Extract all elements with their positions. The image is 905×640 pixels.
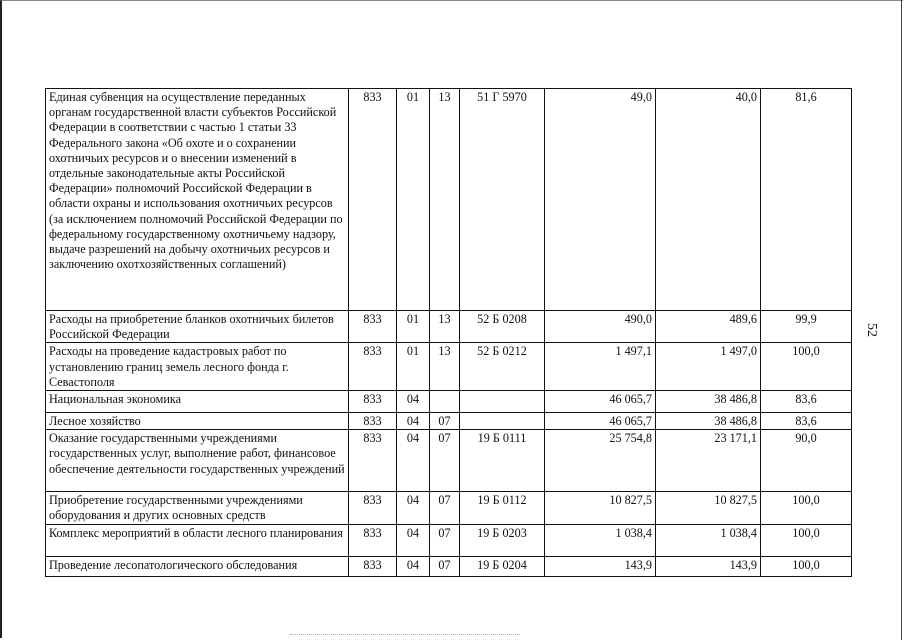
- row-pr: 13: [430, 89, 460, 311]
- row-name: Национальная экономика: [46, 391, 349, 413]
- row-ved: 833: [349, 311, 397, 343]
- table-row: [46, 311, 852, 343]
- table-row: [46, 492, 852, 524]
- row-name: Проведение лесопатологического обследования: [46, 556, 349, 576]
- row-pct: 100,0: [761, 524, 852, 556]
- row-plan: 49,0: [545, 89, 656, 311]
- row-rz: 01: [397, 89, 430, 311]
- row-csr: [460, 391, 545, 413]
- row-pct: 81,6: [761, 89, 852, 311]
- row-name: Комплекс мероприятий в области лесного планирования: [46, 524, 349, 556]
- row-fact: 38 486,8: [656, 391, 761, 413]
- row-rz: 04: [397, 524, 430, 556]
- row-pct: 99,9: [761, 311, 852, 343]
- row-csr: 19 Б 0204: [460, 556, 545, 576]
- row-name: Оказание государственными учреждениями государственных услуг, выполнение работ, финансовое обеспечение деятельности государственных учреждений: [46, 430, 349, 492]
- table-row: [46, 430, 852, 492]
- row-pct: 83,6: [761, 413, 852, 430]
- row-pct: 83,6: [761, 391, 852, 413]
- row-pr: 07: [430, 524, 460, 556]
- row-fact: 1 497,0: [656, 343, 761, 391]
- row-ved: 833: [349, 430, 397, 492]
- row-rz: 01: [397, 311, 430, 343]
- row-plan: 1 038,4: [545, 524, 656, 556]
- row-csr: 19 Б 0203: [460, 524, 545, 556]
- table-row: [46, 524, 852, 556]
- budget-table: [45, 88, 852, 577]
- row-fact: 10 827,5: [656, 492, 761, 524]
- row-plan: 25 754,8: [545, 430, 656, 492]
- row-csr: 19 Б 0111: [460, 430, 545, 492]
- row-rz: 04: [397, 430, 430, 492]
- row-plan: 46 065,7: [545, 391, 656, 413]
- row-csr: 51 Г 5970: [460, 89, 545, 311]
- row-name: Расходы на проведение кадастровых работ по установлению границ земель лесного фонда г. Севастополя: [46, 343, 349, 391]
- row-rz: 04: [397, 391, 430, 413]
- row-pr: 13: [430, 343, 460, 391]
- row-rz: 04: [397, 413, 430, 430]
- row-pr: 07: [430, 430, 460, 492]
- row-plan: 10 827,5: [545, 492, 656, 524]
- row-plan: 143,9: [545, 556, 656, 576]
- table-row: [46, 413, 852, 430]
- row-pct: 100,0: [761, 556, 852, 576]
- row-ved: 833: [349, 343, 397, 391]
- row-pct: 90,0: [761, 430, 852, 492]
- row-pr: 07: [430, 492, 460, 524]
- row-pr: [430, 391, 460, 413]
- row-pr: 07: [430, 413, 460, 430]
- table-row: [46, 556, 852, 576]
- row-pr: 07: [430, 556, 460, 576]
- row-csr: 52 Б 0212: [460, 343, 545, 391]
- row-plan: 490,0: [545, 311, 656, 343]
- row-pct: 100,0: [761, 492, 852, 524]
- row-csr: [460, 413, 545, 430]
- row-ved: 833: [349, 89, 397, 311]
- row-name: Единая субвенция на осуществление переданных органам государственной власти субъектов Российской Федерации в соответствии с частью 1 статьи 33 Федерального закона «Об охоте и о сохранении охотничьих ресурсов и о внесении изменений в отдельные законодательные акты Российской Федерации» полномочий Российской Федерации в области охраны и использования охотничьих ресурсов (за исключением полномочий Российской Федерации по федеральному государственному охотничьему надзору, выдаче разрешений на добычу охотничьих ресурсов и заключению охотхозяйственных соглашений): [46, 89, 349, 311]
- table-row: [46, 89, 852, 311]
- row-ved: 833: [349, 391, 397, 413]
- row-fact: 143,9: [656, 556, 761, 576]
- table-row: [46, 391, 852, 413]
- row-ved: 833: [349, 556, 397, 576]
- row-csr: 19 Б 0112: [460, 492, 545, 524]
- scan-artifact: [290, 634, 520, 637]
- row-name: Приобретение государственными учреждениями оборудования и других основных средств: [46, 492, 349, 524]
- row-ved: 833: [349, 524, 397, 556]
- row-pct: 100,0: [761, 343, 852, 391]
- page-edge: [901, 0, 902, 640]
- row-pr: 13: [430, 311, 460, 343]
- row-fact: 23 171,1: [656, 430, 761, 492]
- row-rz: 01: [397, 343, 430, 391]
- row-plan: 1 497,1: [545, 343, 656, 391]
- row-plan: 46 065,7: [545, 413, 656, 430]
- row-ved: 833: [349, 413, 397, 430]
- row-fact: 40,0: [656, 89, 761, 311]
- row-csr: 52 Б 0208: [460, 311, 545, 343]
- table-row: [46, 343, 852, 391]
- row-name: Расходы на приобретение бланков охотничьих билетов Российской Федерации: [46, 311, 349, 343]
- row-fact: 1 038,4: [656, 524, 761, 556]
- row-rz: 04: [397, 492, 430, 524]
- row-rz: 04: [397, 556, 430, 576]
- row-name: Лесное хозяйство: [46, 413, 349, 430]
- row-fact: 489,6: [656, 311, 761, 343]
- page-number: 52: [864, 323, 879, 337]
- row-ved: 833: [349, 492, 397, 524]
- row-fact: 38 486,8: [656, 413, 761, 430]
